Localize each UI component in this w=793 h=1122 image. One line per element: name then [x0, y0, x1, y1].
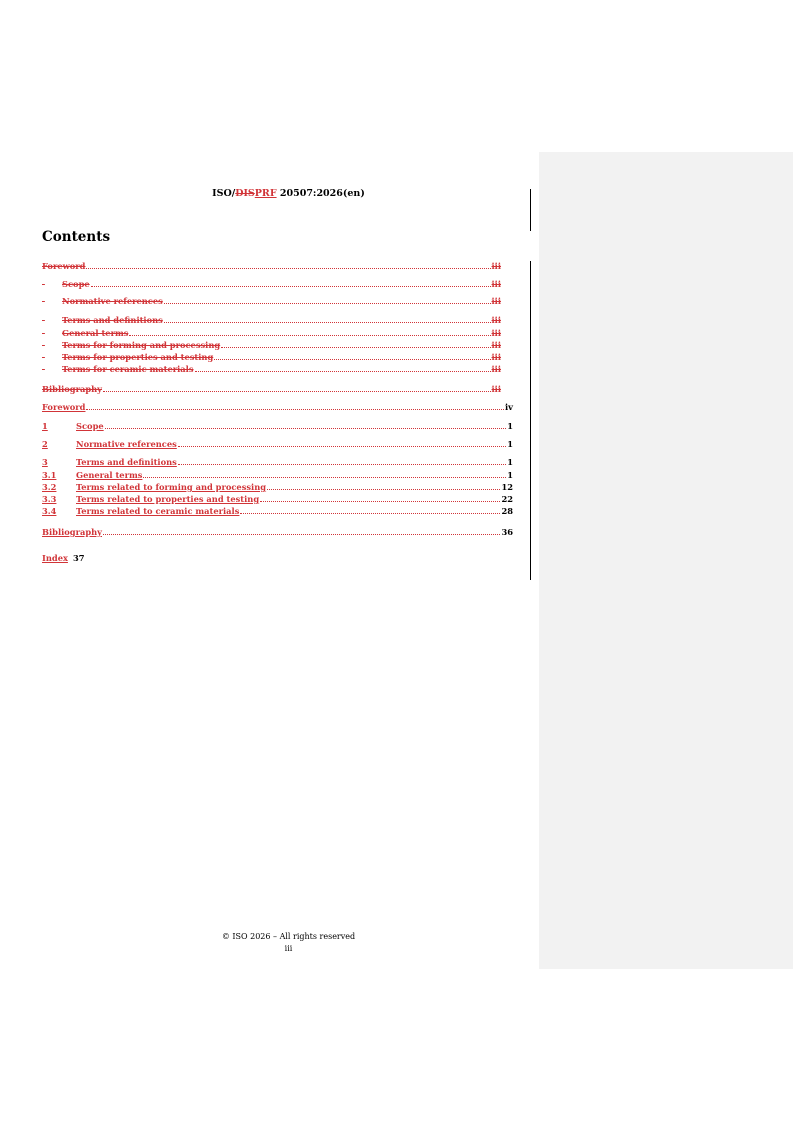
toc-old-forming-processing[interactable]: Terms for forming and processing iii [62, 340, 501, 350]
header-suffix: 20507:2026(en) [276, 188, 365, 199]
comment-pane [539, 152, 793, 969]
toc-old-general-terms[interactable]: General terms iii [62, 328, 501, 338]
header-inserted-text: PRF [254, 188, 277, 199]
toc-old-terms-and-definitions[interactable]: Terms and definitions iii [62, 315, 501, 325]
toc-old-properties-testing[interactable]: Terms for properties and testing iii [62, 352, 501, 362]
copyright-notice: © ISO 2026 – All rights reserved [221, 932, 356, 941]
header-deleted-text: DIS [235, 188, 255, 199]
toc-forming-processing[interactable]: 3.2 Terms related to forming and processing 12 [42, 482, 513, 492]
toc-foreword[interactable]: Foreword iv [42, 402, 513, 412]
toc-old-bibliography[interactable]: Bibliography iii [42, 384, 501, 394]
toc-bibliography[interactable]: Bibliography 36 [42, 527, 513, 537]
toc-index[interactable]: Index 37 [42, 553, 85, 563]
toc-old-foreword[interactable]: Foreword iii [42, 261, 501, 271]
contents-heading: Contents [42, 229, 111, 245]
toc-old-scope[interactable]: Scope iii [62, 279, 501, 289]
page-number: iii [284, 944, 293, 953]
page-footer [42, 931, 535, 955]
toc-normative-references[interactable]: 2 Normative references 1 [42, 439, 513, 449]
toc-old-ceramic-materials[interactable]: Terms for ceramic materials iii [62, 364, 501, 374]
toc-general-terms[interactable]: 3.1 General terms 1 [42, 470, 513, 480]
toc-ceramic-materials[interactable]: 3.4 Terms related to ceramic materials 28 [42, 506, 513, 516]
header-prefix: ISO/ [212, 188, 236, 199]
toc-terms-and-definitions[interactable]: 3 Terms and definitions 1 [42, 457, 513, 467]
toc-properties-testing[interactable]: 3.3 Terms related to properties and testing 22 [42, 494, 513, 504]
change-bar-toc [530, 261, 531, 580]
toc-old-normative-references[interactable]: Normative references iii [62, 296, 501, 306]
document-header [42, 188, 535, 199]
toc-scope[interactable]: 1 Scope 1 [42, 421, 513, 431]
